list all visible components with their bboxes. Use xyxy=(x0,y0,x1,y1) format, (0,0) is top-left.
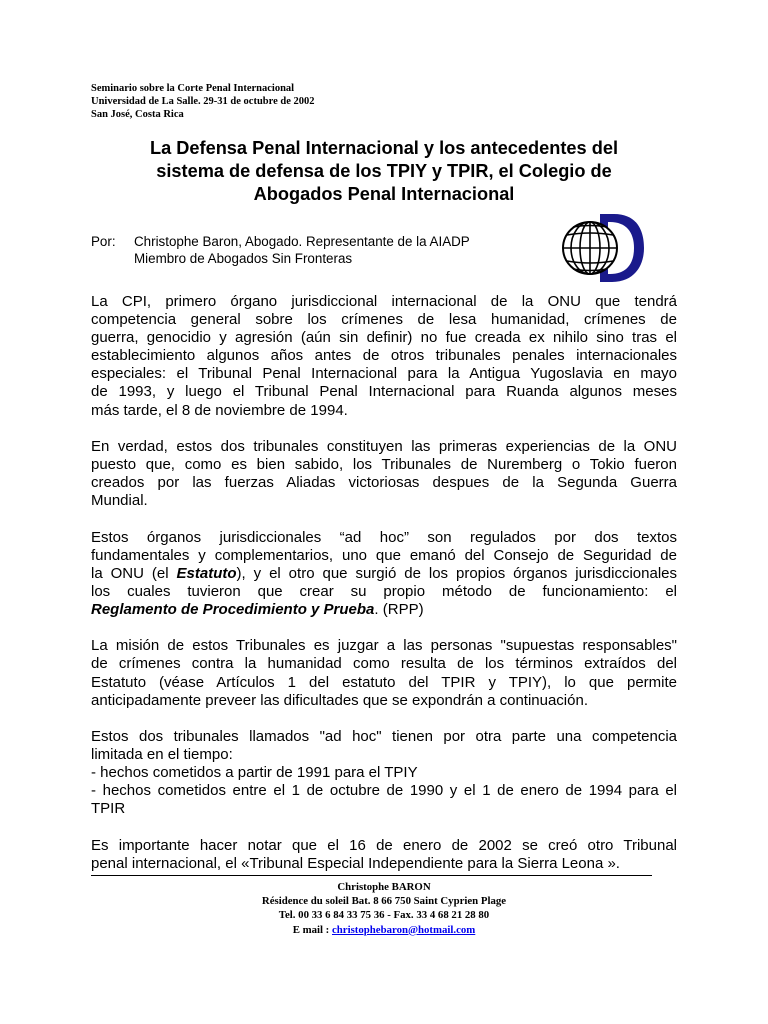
footer-phone: Tel. 00 33 6 84 33 75 36 - Fax. 33 4 68 21 28 80 xyxy=(278,909,490,922)
seminar-venue: Universidad de La Salle. 29-31 de octubre de 2002 xyxy=(91,96,315,107)
seminar-location: San José, Costa Rica xyxy=(91,109,184,120)
paragraph-3: Estos órganos jurisdiccionales “ad hoc” son regulados por dos textos fundamentales y complementarios, uno que emanó del Consejo de Seguridad de la ONU (el Estatuto), y el otro que surgió de los propios órganos jurisdiccionales los cuales tuvieron que crear su propio método de funcionamiento: el Reglamento de Procedimiento y Prueba. (RPP) xyxy=(91,528,677,618)
title-line-3: Abogados Penal Internacional xyxy=(253,184,515,204)
document-body xyxy=(91,293,677,873)
footer-email-row xyxy=(91,923,677,937)
paragraph-4: La misión de estos Tribunales es juzgar a las personas "supuestas responsables" de crímenes contra la humanidad como resulta de los términos extraídos del Estatuto (véase Artículos 1 del estatuto del TPIR y TPIY), lo que permite anticipadamente preveer las dificultades que se expondrán a continuación. xyxy=(91,637,677,709)
seminar-header xyxy=(91,82,315,121)
email-label: E mail : xyxy=(292,923,332,936)
document-title xyxy=(91,137,677,206)
author-affiliation: Miembro de Abogados Sin Fronteras xyxy=(134,251,353,266)
footer-address: Résidence du soleil Bat. 8 66 750 Saint Cyprien Plage xyxy=(261,895,507,908)
footer-name: Christophe BARON xyxy=(337,881,431,893)
paragraph-5: Estos dos tribunales llamados "ad hoc" tienen por otra parte una competencia limitada en el tiempo: - hechos cometidos a partir de 1991 para el TPIY - hechos cometidos entre el 1 de octubre de 1990 y el 1 de enero de 1994 para el TPIR xyxy=(91,728,677,818)
footer-contact xyxy=(91,880,677,937)
footer-divider xyxy=(91,875,652,876)
estatuto-term: Estatuto xyxy=(176,564,237,582)
paragraph-1: La CPI, primero órgano jurisdiccional internacional de la ONU que tendrá competencia general sobre los crímenes de lesa humanidad, crímenes de guerra, genocidio y agresión (aún sin definir) no fue creada ex nihilo sino tras el establecimiento algunos años antes de otros tribunales penales internacionales especiales: el Tribunal Penal Internacional para la Antigua Yugoslavia en mayo de 1993, y luego el Tribunal Penal Internacional para Ruanda algunos meses más tarde, el 8 de noviembre de 1994. xyxy=(91,293,677,419)
list-item: - hechos cometidos a partir de 1991 para el TPIY xyxy=(91,764,418,782)
list-item: - hechos cometidos entre el 1 de octubre de 1990 y el 1 de enero de 1994 para el xyxy=(91,782,677,800)
author-label: Por: xyxy=(91,234,116,249)
globe-d-logo-icon xyxy=(560,210,646,286)
paragraph-2: En verdad, estos dos tribunales constituyen las primeras experiencias de la ONU puesto que, como es bien sabido, los Tribunales de Nuremberg o Tokio fueron creados por las fuerzas Aliadas victoriosas despues de la Segunda Guerra Mundial. xyxy=(91,437,677,510)
title-line-2: sistema de defensa de los TPIY y TPIR, el Colegio de xyxy=(156,161,612,181)
seminar-title: Seminario sobre la Corte Penal Internacional xyxy=(91,83,295,94)
author-credentials: Christophe Baron, Abogado. Representante de la AIADP xyxy=(134,234,470,249)
reglamento-term: Reglamento de Procedimiento y Prueba xyxy=(91,601,375,618)
author-block xyxy=(91,233,470,267)
paragraph-6: Es importante hacer notar que el 16 de enero de 2002 se creó otro Tribunal penal internacional, el «Tribunal Especial Independiente para la Sierra Leona ». xyxy=(91,836,677,872)
title-line-1: La Defensa Penal Internacional y los antecedentes del xyxy=(150,138,618,158)
email-link[interactable]: christophebaron@hotmail.com xyxy=(331,923,476,936)
